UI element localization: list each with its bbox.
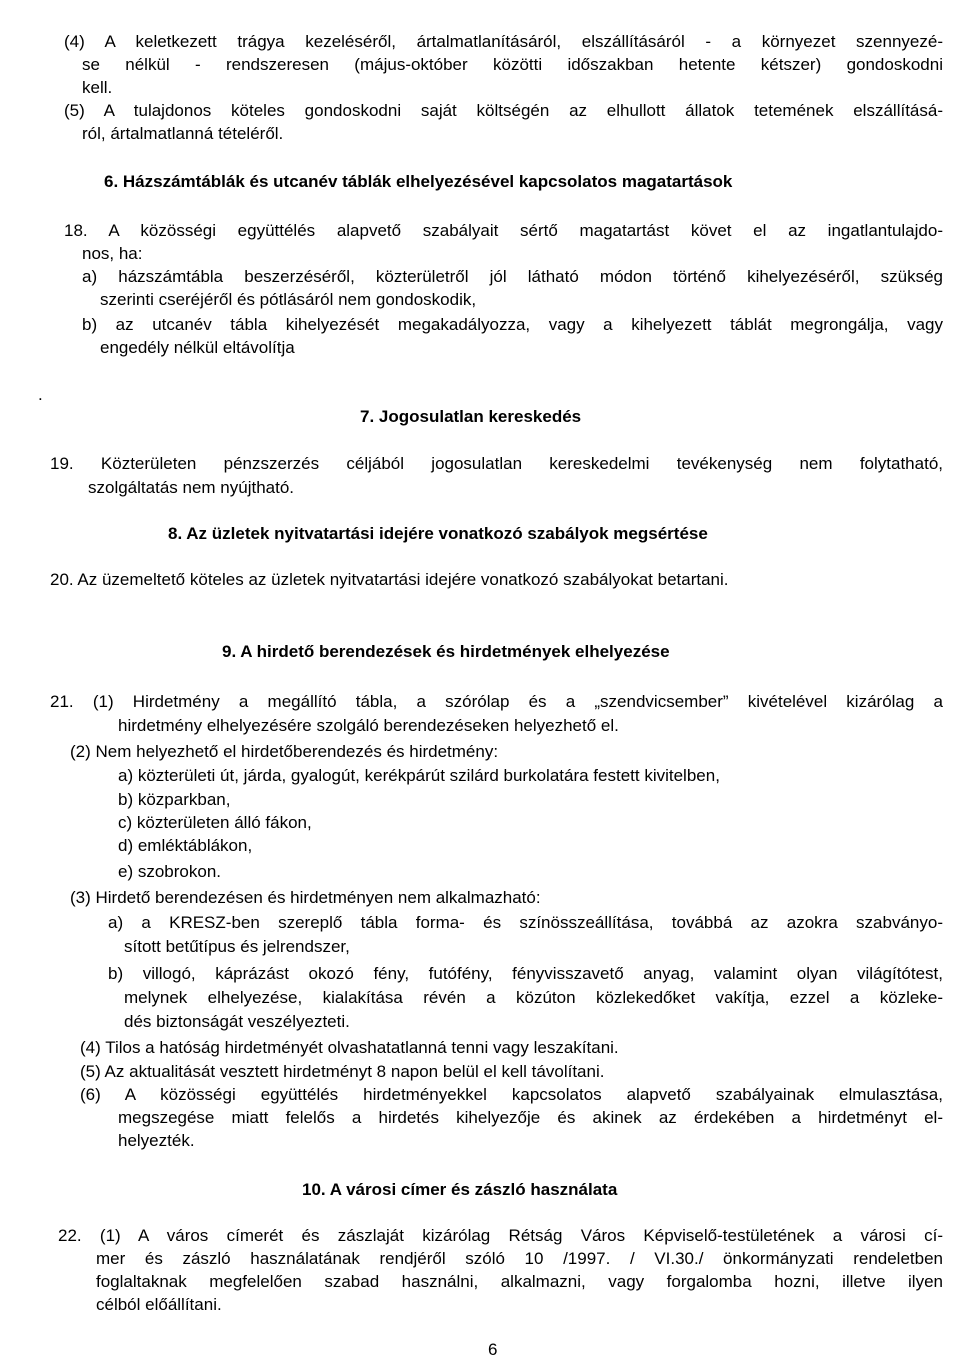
paragraph-22-line-3: foglaltaknak megfelelően szabad használni, alkalmazni, vagy forgalomba hozni, illetve ilyen (96, 1272, 943, 1291)
section-7-heading: 7. Jogosulatlan kereskedés (360, 407, 582, 426)
item-a-line-1: a) házszámtábla beszerzéséről, közterületről jól látható módon történő kihelyezéséről, szükség (82, 267, 943, 286)
section-10-heading: 10. A városi címer és zászló használata (302, 1180, 618, 1199)
stray-dot: . (38, 385, 43, 404)
paragraph-21-6-line-1: (6) A közösségi együttélés hirdetményekkel kapcsolatos alapvető szabályainak elmulasztása, (80, 1085, 943, 1104)
paragraph-21-2: (2) Nem helyezhető el hirdetőberendezés és hirdetmény: (70, 742, 499, 761)
item-2e: e) szobrokon. (118, 862, 221, 881)
item-2b: b) közparkban, (118, 790, 231, 809)
section-8-heading: 8. Az üzletek nyitvatartási idejére vonatkozó szabályok megsértése (168, 524, 708, 543)
paragraph-19-line-1: 19. Közterületen pénzszerzés céljából jogosulatlan kereskedelmi tevékenység nem folytatható, (50, 454, 943, 473)
paragraph-22-line-2: mer és zászló használatának rendjéről szóló 10 /1997. / VI.30./ önkormányzati rendeletben (96, 1249, 943, 1268)
item-b-line-2: engedély nélkül eltávolítja (100, 338, 295, 357)
paragraph-18-line-1: 18. A közösségi együttélés alapvető szabályait sértő magatartást követ el az ingatlantulajdo- (64, 221, 943, 240)
paragraph-22-line-4: célból előállítani. (96, 1295, 222, 1314)
paragraph-4-line-1: (4) A keletkezett trágya kezeléséről, ártalmatlanításáról, elszállításáról - a környezet szennyezé- (64, 32, 943, 51)
item-3a-line-2: sított betűtípus és jelrendszer, (124, 937, 350, 956)
section-6-heading: 6. Házszámtáblák és utcanév táblák elhelyezésével kapcsolatos magatartások (104, 172, 733, 191)
paragraph-21-line-1: 21. (1) Hirdetmény a megállító tábla, a szórólap és a „szendvicsember” kivételével kizárólag a (50, 692, 943, 711)
paragraph-18-line-2: nos, ha: (82, 244, 143, 263)
paragraph-22-line-1: 22. (1) A város címerét és zászlaját kizárólag Rétság Város Képviselő-testületének a városi cí- (58, 1226, 943, 1245)
paragraph-20: 20. Az üzemeltető köteles az üzletek nyitvatartási idejére vonatkozó szabályokat betartani. (50, 570, 729, 589)
item-3b-line-2: melynek elhelyezése, kialakítása révén a közúton közlekedőket vakítja, ezzel a közleke- (124, 988, 943, 1007)
paragraph-4-line-2: se nélkül - rendszeresen (május-október közötti időszakban hetente kétszer) gondoskodni (82, 55, 943, 74)
paragraph-5-line-1: (5) A tulajdonos köteles gondoskodni saját költségén az elhullott állatok tetemének elszállításá- (64, 101, 943, 120)
paragraph-21-4: (4) Tilos a hatóság hirdetményét olvashatatlanná tenni vagy leszakítani. (80, 1038, 619, 1057)
paragraph-21-3: (3) Hirdető berendezésen és hirdetményen nem alkalmazható: (70, 888, 541, 907)
item-2a: a) közterületi út, járda, gyalogút, kerékpárút szilárd burkolatára festett kivitelben, (118, 766, 720, 785)
item-3a-line-1: a) a KRESZ-ben szereplő tábla forma- és színösszeállítása, továbbá az azokra szabványo- (108, 913, 943, 932)
paragraph-21-6-line-3: helyezték. (118, 1131, 195, 1150)
section-9-heading: 9. A hirdető berendezések és hirdetmények elhelyezése (222, 642, 670, 661)
item-2d: d) emléktáblákon, (118, 836, 253, 855)
paragraph-19-line-2: szolgáltatás nem nyújtható. (88, 478, 295, 497)
item-3b-line-1: b) villogó, káprázást okozó fény, futófény, fényvisszavető anyag, valamint olyan világítótest, (108, 964, 943, 983)
paragraph-5-line-2: ról, ártalmatlanná tételéről. (82, 124, 284, 143)
item-2c: c) közterületen álló fákon, (118, 813, 312, 832)
paragraph-4-line-3: kell. (82, 78, 113, 97)
paragraph-21-line-2: hirdetmény elhelyezésére szolgáló berendezéseken helyezhető el. (118, 716, 619, 735)
paragraph-21-5: (5) Az aktualitását vesztett hirdetményt 8 napon belül el kell távolítani. (80, 1062, 605, 1081)
item-b-line-1: b) az utcanév tábla kihelyezését megakadályozza, vagy a kihelyezett táblát megrongálja, vagy (82, 315, 943, 334)
item-a-line-2: szerinti cseréjéről és pótlásáról nem gondoskodik, (100, 290, 477, 309)
page-number: 6 (488, 1340, 498, 1359)
item-3b-line-3: dés biztonságát veszélyezteti. (124, 1012, 350, 1031)
paragraph-21-6-line-2: megszegése miatt felelős a hirdetés kihelyezője és akinek az érdekében a hirdetményt el- (118, 1108, 943, 1127)
